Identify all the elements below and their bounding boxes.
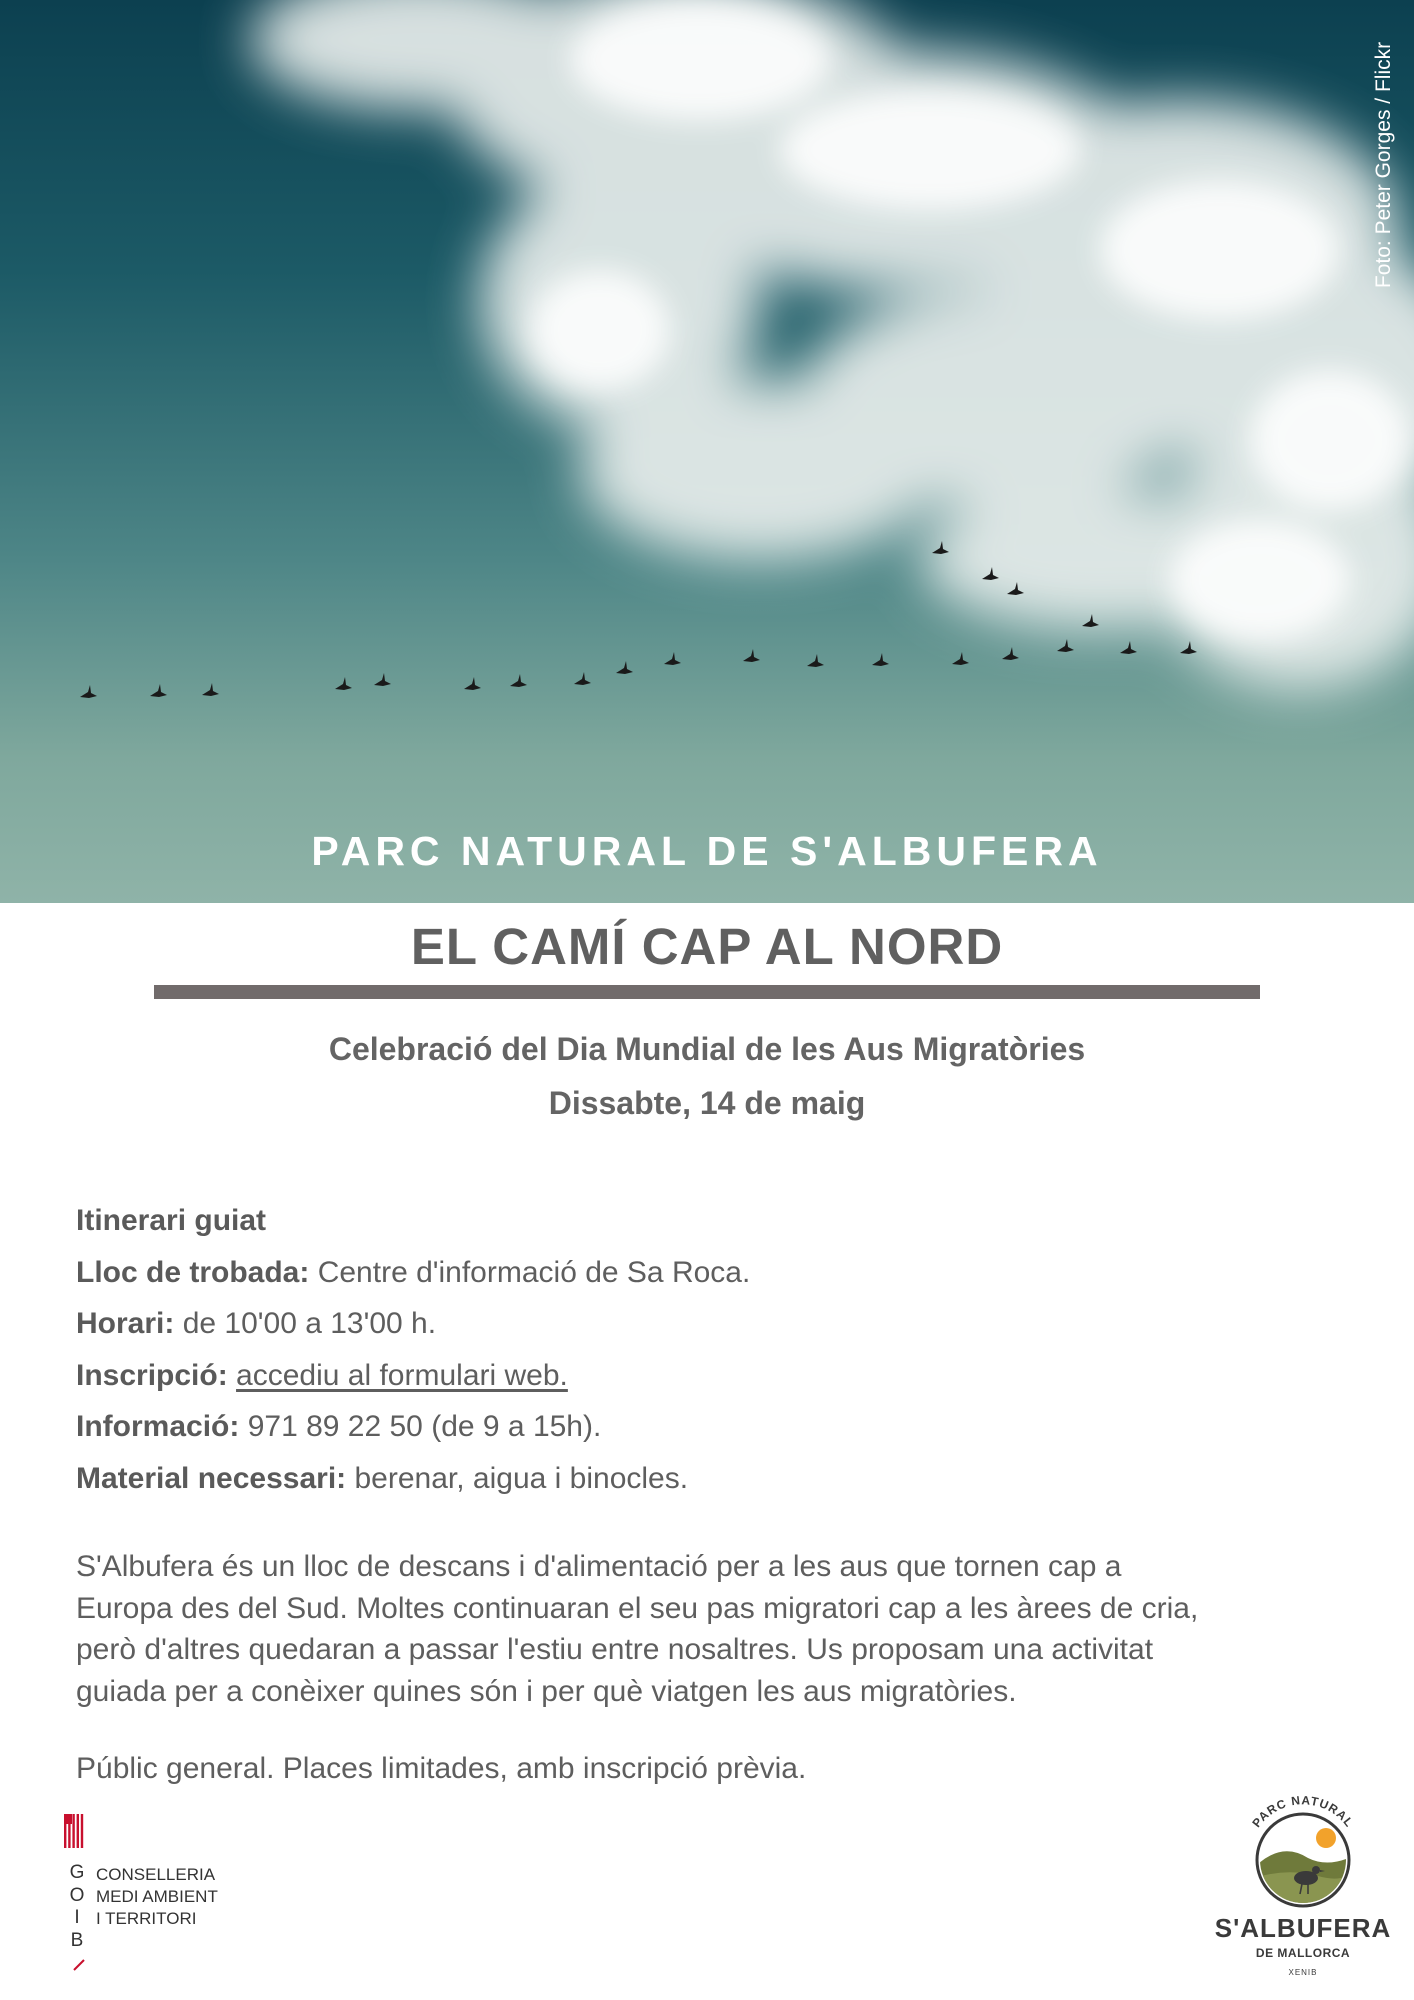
details-heading-text: Itinerari guiat xyxy=(76,1204,267,1237)
material-line xyxy=(76,1453,1336,1505)
albufera-logo-xenib: XENIB xyxy=(1288,1968,1318,1977)
conselleria-line: MEDI AMBIENT xyxy=(96,1887,218,1906)
conselleria-line: CONSELLERIA xyxy=(96,1865,216,1884)
event-title: EL CAMÍ CAP AL NORD xyxy=(410,918,1004,975)
albufera-logo-subtitle: DE MALLORCA xyxy=(1255,1946,1351,1960)
bird-silhouette xyxy=(335,677,352,690)
bird-silhouette xyxy=(150,684,167,697)
bird-silhouette xyxy=(1002,647,1019,660)
information-phone: 971 89 22 50 (de 9 a 15h). xyxy=(247,1410,602,1444)
bird-silhouette xyxy=(202,683,219,696)
goib-flag-stripe xyxy=(81,1814,83,1848)
material-value: berenar, aigua i binocles. xyxy=(354,1461,689,1495)
bird-silhouette xyxy=(374,673,391,686)
registration-label: Inscripció: xyxy=(76,1358,228,1392)
conselleria-line: I TERRITORI xyxy=(96,1909,197,1928)
albufera-logo-name: S'ALBUFERA xyxy=(1214,1913,1392,1943)
bird-silhouette xyxy=(952,652,969,665)
event-details xyxy=(76,1195,1336,1505)
registration-form-link[interactable]: accediu al formulari web. xyxy=(236,1358,568,1392)
bird-silhouette xyxy=(1120,641,1137,654)
bird-silhouette xyxy=(510,674,527,687)
meeting-point-value: Centre d'informació de Sa Roca. xyxy=(317,1255,751,1289)
goib-letters xyxy=(68,1862,86,1952)
bird-silhouette xyxy=(616,661,633,674)
information-label: Informació: xyxy=(76,1410,240,1444)
goib-letter: I xyxy=(74,1907,80,1928)
park-name-heading: PARC NATURAL DE S'ALBUFERA xyxy=(311,828,1103,874)
goib-letter: B xyxy=(70,1929,84,1951)
meeting-point-line xyxy=(76,1247,1336,1299)
description-line: S'Albufera és un lloc de descans i d'alimentació per a les aus que tornen cap a xyxy=(76,1550,1122,1583)
goib-flag-stripe xyxy=(77,1814,79,1848)
registration-line xyxy=(76,1350,1336,1402)
bird-silhouette xyxy=(743,649,760,662)
goib-slash-mark xyxy=(74,1960,84,1970)
bird-silhouette xyxy=(464,677,481,690)
event-subtitle: Celebració del Dia Mundial de les Aus Migratòries xyxy=(328,1031,1086,1067)
bird-silhouette xyxy=(574,672,591,685)
sun-icon xyxy=(1316,1828,1336,1848)
goib-letter: O xyxy=(69,1884,85,1906)
bird-silhouette xyxy=(80,685,97,698)
details-heading xyxy=(76,1195,1336,1247)
bird-silhouette xyxy=(807,654,824,667)
conselleria-name xyxy=(96,1864,218,1930)
event-description xyxy=(76,1546,1366,1712)
bird-silhouette xyxy=(872,653,889,666)
albufera-park-logo xyxy=(1228,1772,1378,1998)
goib-flag-stripes xyxy=(64,1814,83,1848)
description-line: Europa des del Sud. Moltes continuaran el seu pas migratori cap a les àrees de cria, xyxy=(76,1591,1199,1625)
hero-photo xyxy=(0,0,1414,903)
information-line xyxy=(76,1401,1336,1453)
albufera-arc-text: PARC NATURAL xyxy=(1249,1793,1357,1831)
description-line: guiada per a conèixer quines són i per què viatgen les aus migratòries. xyxy=(76,1674,1017,1708)
schedule-value: de 10'00 a 13'00 h. xyxy=(182,1307,437,1341)
goib-letter: G xyxy=(69,1862,85,1883)
bird-silhouette xyxy=(664,652,681,665)
schedule-label: Horari: xyxy=(76,1307,175,1341)
logo-landscape xyxy=(1248,1812,1358,1912)
photo-credit: Foto: Peter Gorges / Flickr xyxy=(1372,41,1395,289)
bird-silhouette xyxy=(1057,639,1074,652)
goib-flag-canton xyxy=(64,1814,72,1824)
goib-flag-stripe xyxy=(72,1814,74,1848)
description-line: però d'altres quedaran a passar l'estiu entre nosaltres. Us proposam una activitat xyxy=(76,1633,1154,1666)
schedule-line xyxy=(76,1298,1336,1350)
title-divider xyxy=(154,985,1260,999)
material-label: Material necessari: xyxy=(76,1461,347,1495)
sky-clouds-photo xyxy=(0,0,1414,903)
event-date: Dissabte, 14 de maig xyxy=(548,1085,866,1121)
audience-note: Públic general. Places limitades, amb inscripció prèvia. xyxy=(76,1752,807,1785)
meeting-point-label: Lloc de trobada: xyxy=(76,1255,310,1289)
